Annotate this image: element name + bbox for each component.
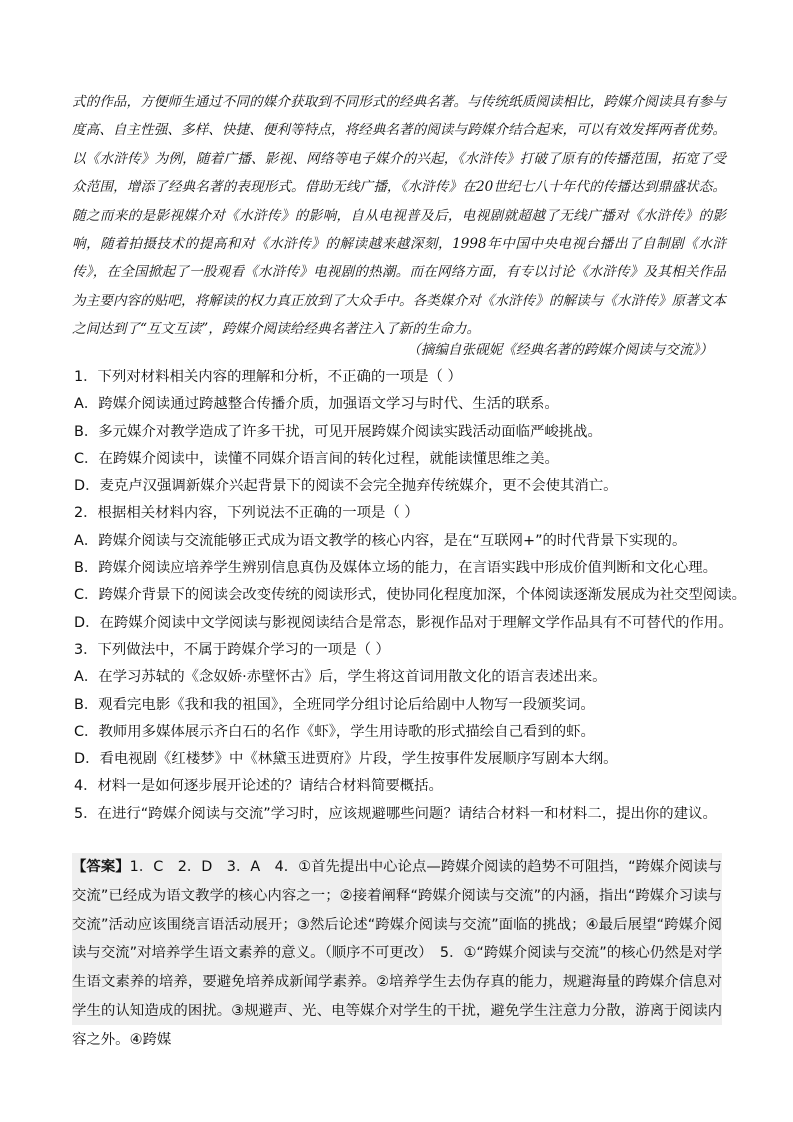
question-2-option-d: D．在跨媒介阅读中文学阅读与影视阅读结合是常态，影视作品对于理解文学作品具有不可替代的作用。 <box>74 614 733 631</box>
passage-paragraph: 式的作品，方便师生通过不同的媒介获取到不同形式的经典名著。与传统纸质阅读相比，跨媒介阅读具有参与度高、自主性强、多样、快捷、便利等特点，将经典名著的阅读与跨媒介结合起来，可以有效发挥两者优势。以《水浒传》为例，随着广播、影视、网络等电子媒介的兴起，《水浒传》打破了原有的传播范围，拓宽了受众范围，增添了经典名著的表现形式。借助无线广播，《水浒传》在20世纪七八十年代的传播达到鼎盛状态。随之而来的是影视媒介对《水浒传》的影响，自从电视普及后，电视剧就超越了无线广播对《水浒传》的影响，随着拍摄技术的提高和对《水浒传》的解读越来越深刻，1998年中国中央电视台播出了自制剧《水浒传》，在全国掀起了一股观看《水浒传》电视剧的热潮。而在网络方面，有专以讨论《水浒传》及其相关作品为主要内容的贴吧，将解读的权力真正放到了大众手中。各类媒介对《水浒传》的解读与《水浒传》原著文本之间达到了“互文互读”，跨媒介阅读给经典名著注入了新的生命力。 <box>72 94 726 338</box>
question-4: 4．材料一是如何逐步展开论述的？请结合材料简要概括。 <box>74 778 443 795</box>
question-1-option-b: B．多元媒介对教学造成了许多干扰，可见开展跨媒介阅读实践活动面临严峻挑战。 <box>74 423 602 440</box>
question-3-option-d: D．看电视剧《红楼梦》中《林黛玉进贾府》片段，学生按事件发展顺序写剧本大纲。 <box>74 751 618 768</box>
question-2-option-a: A．跨媒介阅读与交流能够正式成为语文教学的核心内容，是在“互联网+”的时代背景下实现的。 <box>74 532 687 549</box>
answer-label: 【答案】 <box>72 859 130 875</box>
question-2: 2．根据相关材料内容，下列说法不正确的一项是（ ） <box>74 505 419 522</box>
question-2-option-b: B．跨媒介阅读应培养学生辨别信息真伪及媒体立场的能力，在言语实践中形成价值判断和文化心理。 <box>74 560 718 577</box>
question-3: 3．下列做法中，不属于跨媒介学习的一项是（ ） <box>74 641 390 658</box>
question-1: 1．下列对材料相关内容的理解和分析，不正确的一项是（ ） <box>74 369 462 385</box>
passage-source: （摘编自张砚妮《经典名著的跨媒介阅读与交流》） <box>407 342 713 358</box>
question-list <box>74 364 747 828</box>
question-1-option-a: A．跨媒介阅读通过跨越整合传播介质，加强语文学习与时代、生活的联系。 <box>74 396 559 413</box>
answer-content: 1．C 2．D 3．A 4．①首先提出中心论点—跨媒介阅读的趋势不可阻挡，“跨媒介阅读与交流”已经成为语文教学的核心内容之一；②接着阐释“跨媒介阅读与交流”的内涵，指出“跨媒介习读与交流”活动应该围绕言语活动展开；③然后论述“跨媒介阅读与交流”面临的挑战；④最后展望“跨媒介阅读与交流”对培养学生语文素养的意义。（顺序不可更改） 5．①“跨媒介阅读与交流”的核心仍然是对学生语文素养的培养，要避免培养成新闻学素养。②培养学生去伪存真的能力，规避海量的跨媒介信息对学生的认知造成的困扰。③规避声、光、电等媒介对学生的干扰，避免学生注意力分散，游离于阅读内容之外。④跨媒 <box>72 859 722 1048</box>
question-1-option-c: C．在跨媒介阅读中，读懂不同媒介语言间的转化过程，就能读懂思维之美。 <box>74 450 559 467</box>
answer-block <box>72 853 722 1055</box>
question-1-option-d: D．麦克卢汉强调新媒介兴起背景下的阅读不会完全抛弃传统媒介，更不会使其消亡。 <box>74 478 618 495</box>
question-5: 5．在进行“跨媒介阅读与交流”学习时，应该规避哪些问题？请结合材料一和材料二，提出你的建议。 <box>74 805 717 822</box>
question-2-option-c: C．跨媒介背景下的阅读会改变传统的阅读形式，使协同化程度加深，个体阅读逐渐发展成为社交型阅读。 <box>74 587 747 604</box>
question-3-option-a: A．在学习苏轼的《念奴娇·赤壁怀古》后，学生将这首词用散文化的语言表述出来。 <box>74 669 607 686</box>
question-3-option-c: C．教师用多媒体展示齐白石的名作《虾》，学生用诗歌的形式描绘自己看到的虾。 <box>74 723 595 740</box>
question-3-option-b: B．观看完电影《我和我的祖国》，全班同学分组讨论后给剧中人物写一段颁奖词。 <box>74 696 595 713</box>
